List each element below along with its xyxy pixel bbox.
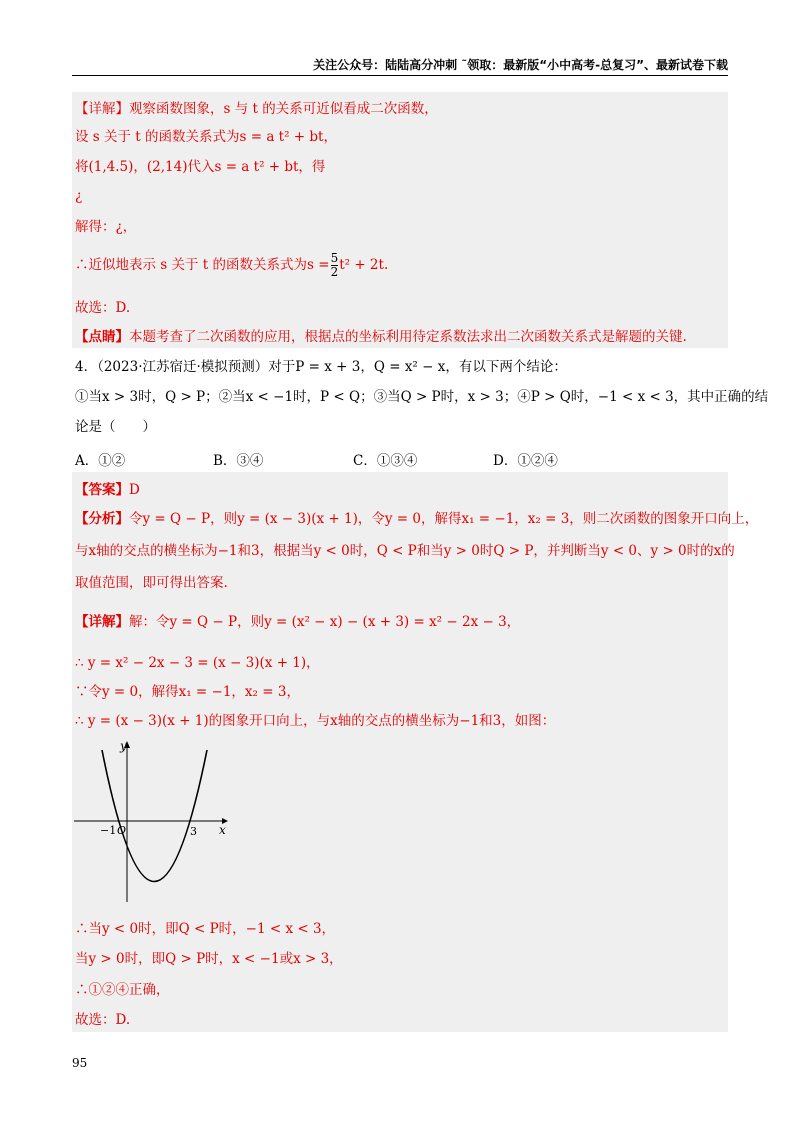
analysis-text-1: 令y = Q − P，则y = (x − 3)(x + 1)，令y = 0，解得x₁ = −1，x₂ = 3，则二次函数的图象开口向上， bbox=[129, 511, 759, 527]
page-header: 关注公众号：陆陆高分冲刺 ˜领取：最新版“小中高考-总复习”、最新试卷下载 bbox=[313, 58, 728, 72]
detail-line-8: 故选：D. bbox=[75, 1012, 131, 1028]
parabola-graph bbox=[72, 738, 230, 904]
detail-line-4: ∴ y = (x − 3)(x + 1)的图象开口向上，与x轴的交点的横坐标为−1和3，如图： bbox=[75, 713, 556, 729]
y-axis-label: y bbox=[120, 739, 127, 753]
detail-line-2: ∴ y = x² − 2x − 3 = (x − 3)(x + 1)， bbox=[75, 655, 320, 671]
parabola-curve bbox=[102, 750, 207, 882]
x-axis-label: x bbox=[219, 823, 226, 837]
origin-label: O bbox=[117, 824, 127, 837]
detail-line-7: ∴①②④正确， bbox=[75, 982, 170, 998]
prev-detail-line-1: 【详解】观察函数图象，s 与 t 的关系可近似看成二次函数， bbox=[75, 101, 438, 117]
page-number: 95 bbox=[72, 1056, 88, 1070]
neg-root-label: −1 bbox=[100, 824, 117, 837]
parabola-svg bbox=[72, 738, 230, 904]
prev-comment-line bbox=[75, 328, 687, 346]
header-rule bbox=[72, 75, 728, 76]
question-stem-3: 论是（ ） bbox=[75, 419, 156, 435]
prev-detail-line-3: 将(1,4.5)，(2,14)代入s = a t² + bt，得 bbox=[75, 159, 326, 175]
prev-detail-line-4: ¿ bbox=[75, 188, 83, 204]
answer-tag: 【答案】 bbox=[75, 482, 129, 498]
option-d: D．①②④ bbox=[493, 453, 558, 469]
option-b: B．③④ bbox=[213, 453, 264, 469]
pos-root-label: 3 bbox=[190, 825, 197, 838]
option-c: C．①③④ bbox=[353, 453, 418, 469]
prev-detail-line-2: 设 s 关于 t 的函数关系式为s = a t² + bt， bbox=[75, 129, 337, 145]
comment-text: 本题考查了二次函数的应用，根据点的坐标利用待定系数法求出二次函数关系式是解题的关键. bbox=[129, 329, 687, 345]
fraction bbox=[331, 252, 339, 279]
analysis-line-1 bbox=[75, 510, 758, 528]
answer-line bbox=[75, 481, 140, 499]
comment-tag: 【点睛】 bbox=[75, 329, 129, 345]
detail-line-5: ∴当y < 0时，即Q < P时，−1 < x < 3， bbox=[75, 921, 336, 937]
analysis-line-3: 取值范围，即可得出答案. bbox=[75, 575, 228, 591]
detail-text-1: 解：令y = Q − P，则y = (x² − x) − (x + 3) = x² − 2x − 3， bbox=[129, 614, 521, 630]
prev-detail-line-7: 故选：D. bbox=[75, 300, 131, 316]
detail-line-1 bbox=[75, 613, 520, 631]
option-a: A．①② bbox=[75, 453, 126, 469]
prev-detail-line-5: 解得：¿， bbox=[75, 219, 137, 235]
prev-conclusion-text: ∴近似地表示 s 关于 t 的函数关系式为s = bbox=[75, 257, 330, 273]
prev-detail-line-6 bbox=[75, 252, 388, 279]
detail-line-6: 当y > 0时，即Q > P时，x < −1或x > 3， bbox=[75, 951, 343, 967]
frac-den: 2 bbox=[330, 265, 339, 279]
analysis-line-2: 与x轴的交点的横坐标为−1和3，根据当y < 0时，Q < P和当y > 0时Q > P，并判断当y < 0、y > 0时的x的 bbox=[75, 543, 735, 559]
answer-value: D bbox=[129, 482, 140, 498]
detail-line-3: ∵令y = 0，解得x₁ = −1，x₂ = 3， bbox=[75, 684, 300, 700]
detail-tag: 【详解】 bbox=[75, 614, 129, 630]
question-stem-1: 4．（2023·江苏宿迁·模拟预测）对于P = x + 3，Q = x² − x，有以下两个结论： bbox=[75, 359, 567, 375]
question-stem-2: ①当x > 3时，Q > P；②当x < −1时，P < Q；③当Q > P时，x > 3；④P > Q时，−1 < x < 3，其中正确的结 bbox=[75, 389, 769, 405]
prev-conclusion-tail: t² + 2t. bbox=[339, 257, 389, 273]
frac-num: 5 bbox=[330, 251, 339, 265]
analysis-tag: 【分析】 bbox=[75, 511, 129, 527]
